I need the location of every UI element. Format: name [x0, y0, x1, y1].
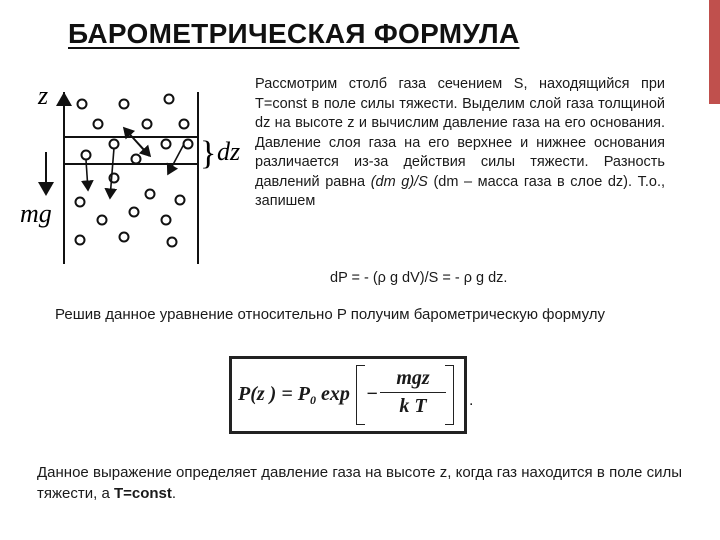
- conclusion-paragraph: [37, 462, 682, 504]
- molecule: [76, 198, 85, 207]
- pressure-differential-equation: dP = ‑ (ρ g dV)/S = ‑ ρ g dz.: [330, 270, 508, 286]
- molecule: [120, 233, 129, 242]
- solve-paragraph: Решив данное уравнение относительно P получим барометрическую формулу: [55, 306, 606, 323]
- barometric-formula-box: [229, 356, 467, 434]
- intro-text-b: (dm – масса газа в слое dz). Т.о., запишем: [255, 173, 666, 209]
- conclusion-text-b: .: [171, 485, 177, 502]
- motion-arrow: [124, 128, 150, 156]
- molecule: [82, 151, 91, 160]
- formula-fraction: [380, 367, 446, 418]
- dz-label: dz: [217, 137, 241, 166]
- molecule: [98, 216, 107, 225]
- formula-subscript: 0: [309, 393, 316, 407]
- molecule: [176, 196, 185, 205]
- slide-title: БАРОМЕТРИЧЕСКАЯ ФОРМУЛА: [68, 18, 520, 49]
- molecule: [143, 120, 152, 129]
- molecule: [132, 155, 141, 164]
- gas-column-diagram: [20, 82, 250, 272]
- molecule: [110, 140, 119, 149]
- molecule: [165, 95, 174, 104]
- formula-lhs-text: P(z ) = P: [238, 383, 310, 405]
- intro-text-a: Рассмотрим столб газа сечением S, находящийся при T=const в поле силы тяжести. Выделим слой газа толщиной dz на высоте z и вычислим давление газа на его основания. Давление слоя газа на его верхнее и нижнее основания различается из-за действия силы тяжести. Разность давлений равна: [255, 76, 665, 190]
- molecule: [180, 120, 189, 129]
- formula-period: .: [469, 392, 474, 409]
- accent-bar: [709, 0, 720, 104]
- motion-arrow: [168, 144, 184, 174]
- z-axis-label: z: [38, 82, 49, 110]
- formula-lhs: [238, 383, 350, 406]
- mg-label: mg: [20, 199, 52, 228]
- formula-exp: exp: [315, 383, 350, 405]
- molecule: [184, 140, 193, 149]
- molecule: [146, 190, 155, 199]
- molecule: [162, 140, 171, 149]
- conclusion-bold: T=const: [113, 485, 172, 502]
- intro-emphasis: (dm g)/S: [370, 173, 428, 190]
- molecule: [94, 120, 103, 129]
- molecule: [162, 216, 171, 225]
- formula-minus: −: [366, 383, 379, 405]
- conclusion-text-a: Данное выражение определяет давление газа на высоте z, когда газ находится в поле силы тяжести, а: [37, 464, 682, 502]
- formula-denominator: k T: [399, 395, 427, 417]
- molecule: [76, 236, 85, 245]
- layer-brace: }: [200, 135, 217, 172]
- intro-paragraph: [255, 75, 665, 212]
- molecule: [78, 100, 87, 109]
- molecule: [168, 238, 177, 247]
- formula-numerator: mgz: [380, 367, 446, 393]
- molecule: [130, 208, 139, 217]
- molecule: [120, 100, 129, 109]
